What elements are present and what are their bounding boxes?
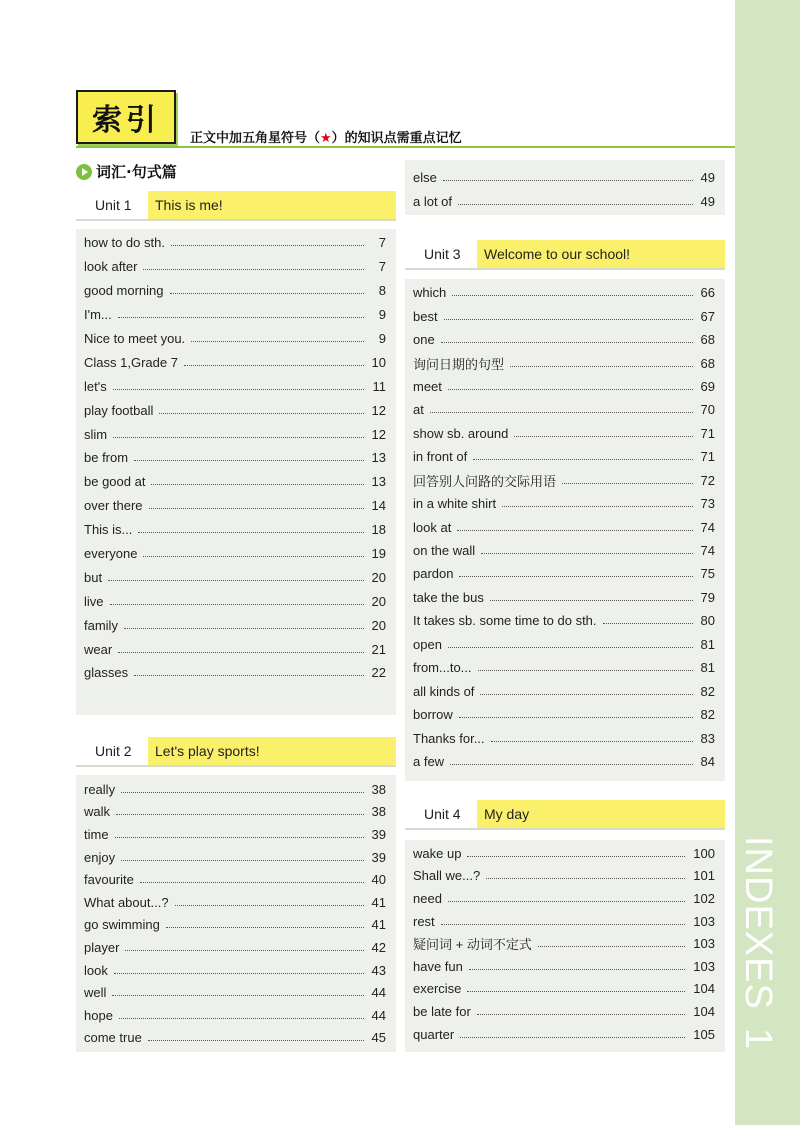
page-title: 索引 [76, 90, 176, 144]
entry-term: be late for [413, 1003, 471, 1019]
unit-1-header [76, 191, 396, 221]
dot-leader [134, 460, 363, 461]
unit-4-header [405, 800, 725, 830]
dot-leader [491, 741, 693, 742]
index-entry [76, 823, 396, 846]
unit-title: Let's play sports! [148, 737, 396, 765]
entry-page-number: 41 [371, 894, 386, 910]
index-entry [405, 1000, 725, 1023]
dot-leader [166, 927, 364, 928]
dot-leader [441, 342, 693, 343]
entry-term: Thanks for... [413, 730, 485, 746]
entry-page-number: 70 [700, 402, 715, 418]
entry-page-number: 12 [371, 402, 386, 418]
entry-page-number: 7 [378, 235, 386, 251]
entry-term: which [413, 285, 447, 301]
dot-leader [459, 576, 692, 577]
entry-term: family [84, 617, 118, 633]
entry-page-number: 79 [700, 589, 715, 605]
entry-term: play football [84, 402, 154, 418]
dot-leader [121, 792, 363, 793]
entry-term: look [84, 962, 108, 978]
entry-page-number: 12 [371, 426, 386, 442]
entry-term: pardon [413, 566, 454, 582]
dot-leader [170, 293, 365, 294]
dot-leader [603, 623, 693, 624]
entry-page-number: 9 [378, 331, 386, 346]
entry-term: slim [84, 426, 108, 442]
unit-3-header [405, 240, 725, 270]
dot-leader [448, 901, 685, 902]
index-entry [76, 661, 396, 685]
entry-term: Shall we...? [413, 868, 481, 884]
index-entry [76, 374, 396, 398]
entry-term: It takes sb. some time to do sth. [413, 613, 597, 629]
entry-page-number: 39 [371, 826, 386, 842]
dot-leader [148, 1040, 364, 1041]
entry-term: over there [84, 498, 143, 514]
index-entry [405, 351, 725, 374]
entry-term: go swimming [84, 917, 160, 933]
dot-leader [112, 995, 363, 996]
entry-page-number: 21 [371, 641, 386, 657]
entry-page-number: 20 [371, 569, 386, 585]
entry-page-number: 39 [371, 849, 386, 865]
entry-term: 询问日期的句型 [413, 356, 505, 372]
dot-leader [467, 991, 685, 992]
entry-page-number: 75 [700, 566, 715, 582]
index-entry [76, 350, 396, 374]
index-entry [76, 518, 396, 542]
entry-term: but [84, 569, 103, 585]
index-entry [405, 165, 725, 190]
entry-term: Class 1,Grade 7 [84, 354, 178, 370]
dot-leader [110, 604, 364, 605]
entry-page-number: 100 [693, 845, 715, 861]
dot-leader [143, 556, 363, 557]
header-note [190, 127, 462, 146]
dot-leader [469, 969, 685, 970]
dot-leader [115, 837, 364, 838]
index-entry [405, 703, 725, 726]
header-note-suffix: ）的知识点需重点记忆 [331, 131, 462, 146]
dot-leader [143, 269, 364, 270]
dot-leader [113, 389, 364, 390]
entry-page-number: 41 [371, 917, 386, 933]
entry-page-number: 103 [693, 913, 715, 929]
entry-page-number: 82 [700, 683, 715, 699]
entry-page-number: 19 [371, 546, 386, 562]
entry-page-number: 45 [371, 1030, 386, 1046]
play-circle-icon [76, 164, 92, 180]
index-entry [405, 750, 725, 773]
index-entry [405, 422, 725, 445]
dot-leader [118, 652, 363, 653]
dot-leader [140, 882, 364, 883]
entry-term: What about...? [84, 894, 169, 910]
index-entry [405, 190, 725, 215]
unit-label: Unit 4 [424, 806, 461, 822]
index-entry [76, 1004, 396, 1027]
entry-page-number: 83 [700, 730, 715, 746]
entry-page-number: 40 [371, 872, 386, 888]
index-entry [76, 1027, 396, 1050]
dot-leader [480, 694, 692, 695]
entry-term: borrow [413, 707, 453, 723]
entry-page-number: 13 [371, 450, 386, 466]
entry-term: favourite [84, 872, 134, 888]
entry-term: rest [413, 913, 435, 929]
entry-term: look at [413, 519, 452, 535]
entry-page-number: 68 [700, 355, 715, 371]
dot-leader [444, 319, 693, 320]
index-entry [76, 231, 396, 255]
entry-page-number: 101 [693, 868, 715, 884]
index-entry [405, 726, 725, 749]
dot-leader [121, 860, 363, 861]
dot-leader [118, 317, 364, 318]
unit-2-entry-list-continued [405, 160, 725, 215]
header-note-prefix: 正文中加五角星符号（ [190, 131, 321, 146]
index-entry [405, 978, 725, 1001]
side-tab [735, 0, 800, 1125]
entry-page-number: 11 [372, 378, 386, 394]
entry-page-number: 80 [700, 613, 715, 629]
entry-page-number: 66 [700, 285, 715, 301]
entry-term: look after [84, 259, 138, 275]
entry-term: be from [84, 450, 129, 466]
dot-leader [459, 717, 693, 718]
dot-leader [467, 856, 685, 857]
index-entry [405, 539, 725, 562]
entry-page-number: 9 [378, 307, 386, 323]
unit-label: Unit 3 [424, 246, 461, 262]
dot-leader [486, 878, 685, 879]
dot-leader [191, 341, 364, 342]
entry-term: all kinds of [413, 683, 475, 699]
unit-3-entry-list [405, 279, 725, 781]
index-entry [405, 586, 725, 609]
dot-leader [452, 295, 692, 296]
index-entry [76, 565, 396, 589]
dot-leader [108, 580, 363, 581]
dot-leader [443, 180, 693, 181]
index-entry [405, 469, 725, 492]
entry-page-number: 8 [378, 283, 386, 299]
entry-term: how to do sth. [84, 235, 165, 251]
entry-page-number: 104 [693, 981, 715, 997]
index-entry [76, 637, 396, 661]
unit-title: My day [477, 800, 725, 828]
index-entry [76, 981, 396, 1004]
dot-leader [175, 905, 364, 906]
entry-term: good morning [84, 283, 164, 299]
index-entry [405, 633, 725, 656]
entry-page-number: 74 [700, 519, 715, 535]
entry-page-number: 22 [371, 665, 386, 681]
entry-term: at [413, 402, 424, 418]
dot-leader [510, 366, 693, 367]
entry-term: on the wall [413, 543, 476, 559]
entry-term: in a white shirt [413, 496, 497, 512]
index-entry [76, 303, 396, 327]
side-tab-number: 1 [737, 1027, 779, 1050]
dot-leader [151, 484, 363, 485]
entry-page-number: 42 [371, 939, 386, 955]
entry-page-number: 44 [371, 985, 386, 1001]
entry-page-number: 69 [700, 378, 715, 394]
unit-label: Unit 2 [95, 743, 132, 759]
index-entry [76, 959, 396, 982]
entry-term: quarter [413, 1026, 455, 1042]
dot-leader [134, 675, 363, 676]
index-entry [76, 846, 396, 869]
index-entry [405, 375, 725, 398]
index-entry [405, 910, 725, 933]
index-entry [76, 778, 396, 801]
dot-leader [477, 1014, 685, 1015]
index-entry [76, 542, 396, 566]
dot-leader [184, 365, 364, 366]
entry-page-number: 82 [700, 707, 715, 723]
dot-leader [457, 530, 692, 531]
dot-leader [124, 628, 364, 629]
dot-leader [125, 950, 363, 951]
unit-4-entry-list [405, 840, 725, 1052]
unit-title: This is me! [148, 191, 396, 219]
index-entry [405, 398, 725, 421]
dot-leader [460, 1037, 685, 1038]
entry-term: wear [84, 641, 113, 657]
entry-term: have fun [413, 958, 463, 974]
entry-term: need [413, 890, 442, 906]
entry-page-number: 68 [700, 332, 715, 348]
dot-leader [441, 924, 686, 925]
entry-page-number: 71 [700, 425, 715, 441]
index-entry [76, 936, 396, 959]
dot-leader [448, 647, 693, 648]
entry-page-number: 7 [378, 259, 386, 275]
index-entry [76, 327, 396, 351]
section-title: 词汇·句式篇 [96, 163, 177, 181]
entry-page-number: 38 [371, 781, 386, 797]
index-entry [405, 656, 725, 679]
index-entry [405, 304, 725, 327]
entry-page-number: 73 [700, 496, 715, 512]
dot-leader [478, 670, 693, 671]
index-entry [405, 445, 725, 468]
dot-leader [171, 245, 364, 246]
entry-page-number: 44 [371, 1007, 386, 1023]
entry-page-number: 103 [693, 958, 715, 974]
entry-term: a few [413, 753, 445, 769]
entry-page-number: 10 [371, 354, 386, 370]
dot-leader [458, 204, 693, 205]
entry-term: one [413, 332, 435, 348]
entry-term: enjoy [84, 849, 116, 865]
entry-page-number: 20 [371, 593, 386, 609]
entry-term: a lot of [413, 194, 453, 210]
entry-term: from...to... [413, 660, 472, 676]
star-icon [320, 131, 332, 146]
index-entry [76, 470, 396, 494]
index-entry [76, 613, 396, 637]
entry-page-number: 71 [700, 449, 715, 465]
entry-page-number: 13 [371, 474, 386, 490]
entry-page-number: 74 [700, 543, 715, 559]
index-entry [405, 932, 725, 955]
index-entry [76, 914, 396, 937]
index-entry [405, 679, 725, 702]
entry-term: else [413, 169, 437, 185]
dot-leader [116, 814, 364, 815]
entry-page-number: 18 [371, 522, 386, 538]
unit-2-header [76, 737, 396, 767]
entry-term: open [413, 636, 442, 652]
index-entry [405, 887, 725, 910]
dot-leader [119, 1018, 364, 1019]
entry-page-number: 38 [371, 804, 386, 820]
index-entry [405, 842, 725, 865]
entry-page-number: 67 [700, 308, 715, 324]
unit-title: Welcome to our school! [477, 240, 725, 268]
index-entry [405, 865, 725, 888]
entry-page-number: 104 [693, 1003, 715, 1019]
dot-leader [450, 764, 692, 765]
unit-label: Unit 1 [95, 197, 132, 213]
dot-leader [502, 506, 692, 507]
entry-term: 回答别人问路的交际用语 [413, 473, 557, 489]
index-entry [76, 446, 396, 470]
entry-page-number: 105 [693, 1026, 715, 1042]
index-entry [405, 1023, 725, 1046]
index-entry [76, 494, 396, 518]
dot-leader [562, 483, 693, 484]
entry-page-number: 102 [693, 890, 715, 906]
entry-page-number: 103 [693, 936, 715, 952]
entry-page-number: 81 [700, 636, 715, 652]
entry-term: walk [84, 804, 111, 820]
entry-page-number: 72 [700, 472, 715, 488]
index-entry [405, 492, 725, 515]
index-entry [405, 281, 725, 304]
entry-page-number: 49 [700, 194, 715, 210]
entry-term: Nice to meet you. [84, 331, 186, 346]
unit-2-entry-list [76, 775, 396, 1052]
index-entry [76, 868, 396, 891]
dot-leader [538, 946, 685, 947]
entry-term: take the bus [413, 589, 484, 605]
index-entry [76, 589, 396, 613]
entry-page-number: 49 [700, 169, 715, 185]
index-entry [405, 328, 725, 351]
dot-leader [138, 532, 363, 533]
side-tab-text [735, 836, 781, 1050]
dot-leader [430, 412, 693, 413]
header-divider [76, 146, 735, 148]
entry-term: best [413, 308, 438, 324]
entry-term: This is... [84, 522, 133, 538]
entry-term: well [84, 985, 107, 1001]
dot-leader [473, 459, 692, 460]
entry-term: let's [84, 378, 107, 394]
index-entry [405, 955, 725, 978]
entry-term: time [84, 826, 109, 842]
entry-term: 疑问词 + 动词不定式 [413, 937, 532, 953]
entry-page-number: 14 [371, 498, 386, 514]
dot-leader [490, 600, 693, 601]
index-entry [76, 801, 396, 824]
entry-page-number: 84 [700, 753, 715, 769]
entry-term: I'm... [84, 307, 112, 323]
entry-term: really [84, 781, 116, 797]
section-heading [76, 161, 177, 182]
index-entry [405, 609, 725, 632]
entry-term: in front of [413, 449, 468, 465]
index-entry [76, 398, 396, 422]
entry-page-number: 81 [700, 660, 715, 676]
dot-leader [149, 508, 364, 509]
dot-leader [159, 413, 363, 414]
entry-term: meet [413, 378, 442, 394]
index-entry [405, 515, 725, 538]
entry-term: live [84, 593, 104, 609]
entry-term: come true [84, 1030, 142, 1046]
entry-term: everyone [84, 546, 138, 562]
entry-page-number: 43 [371, 962, 386, 978]
dot-leader [514, 436, 692, 437]
entry-term: wake up [413, 845, 462, 861]
index-entry [405, 562, 725, 585]
unit-1-entry-list [76, 229, 396, 715]
entry-term: glasses [84, 665, 129, 681]
dot-leader [114, 973, 364, 974]
entry-term: show sb. around [413, 425, 509, 441]
index-entry [76, 891, 396, 914]
index-entry [76, 255, 396, 279]
side-tab-label: INDEXES [737, 836, 779, 1010]
entry-page-number: 20 [371, 617, 386, 633]
entry-term: player [84, 939, 120, 955]
index-entry [76, 422, 396, 446]
entry-term: exercise [413, 981, 462, 997]
dot-leader [113, 437, 363, 438]
dot-leader [448, 389, 693, 390]
entry-term: be good at [84, 474, 146, 490]
index-entry [76, 279, 396, 303]
dot-leader [481, 553, 692, 554]
entry-term: hope [84, 1007, 113, 1023]
